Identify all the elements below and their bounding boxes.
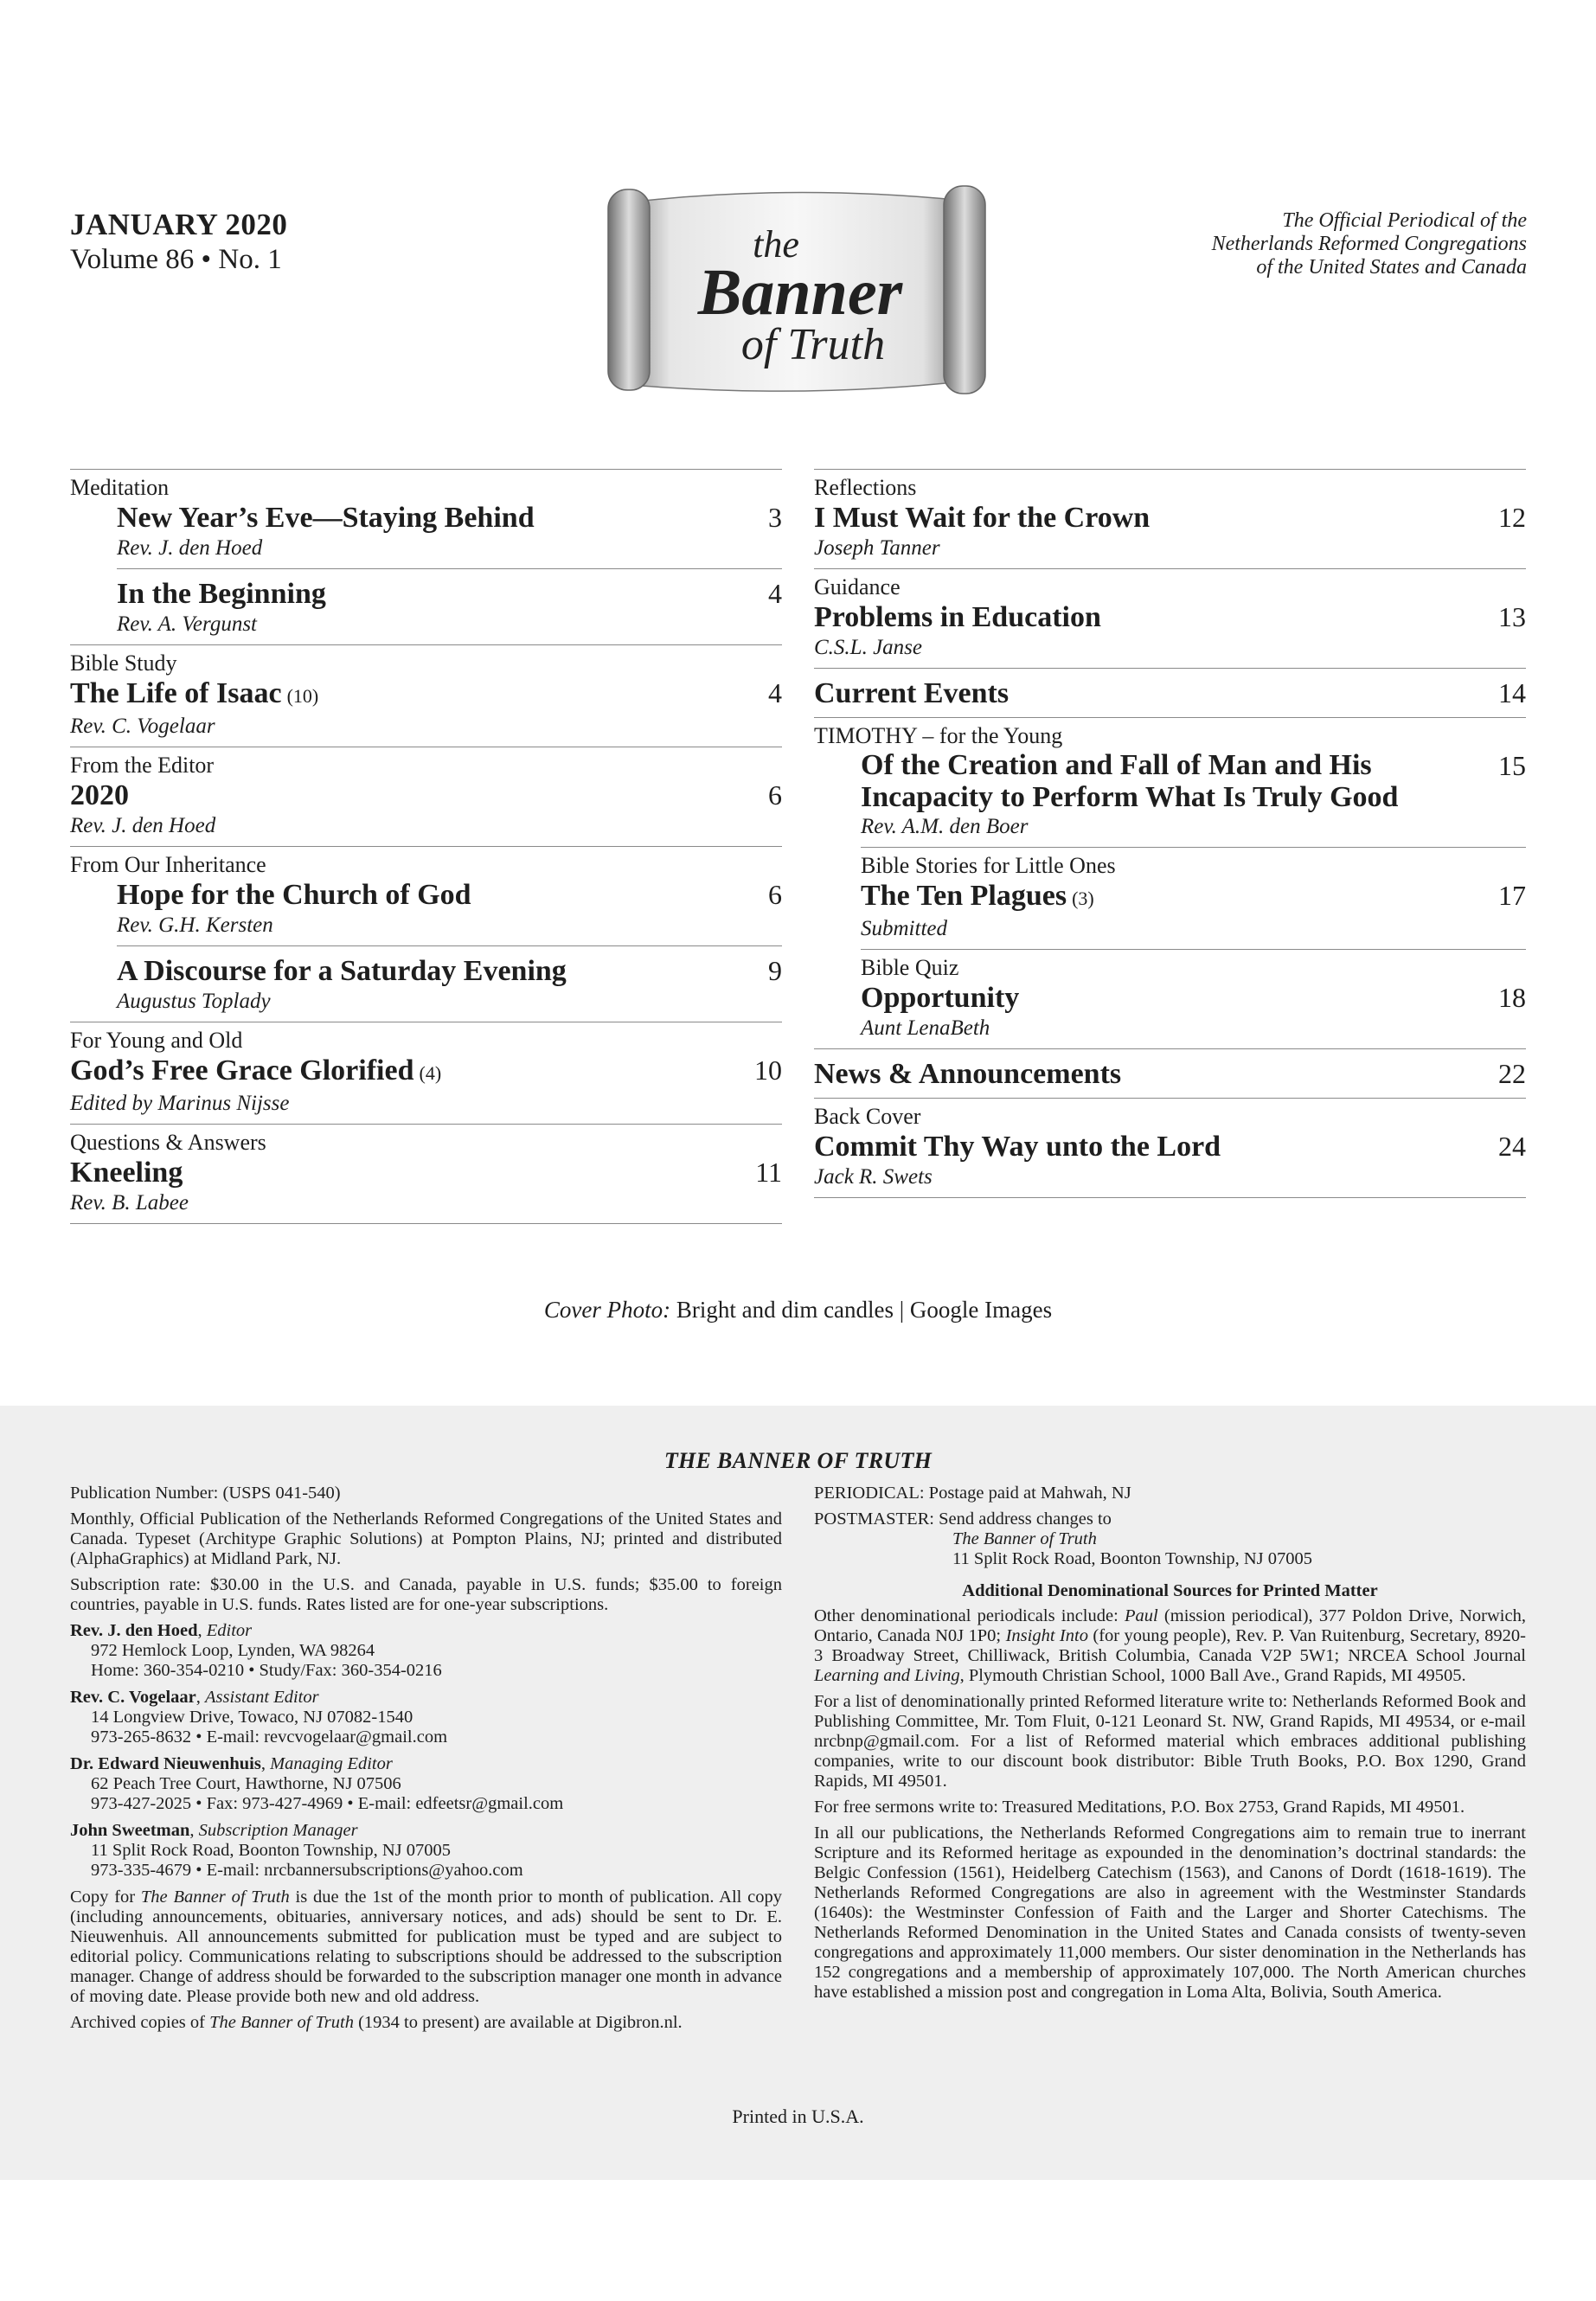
toc-part: (10) [286,685,319,707]
toc-author: Jack R. Swets [814,1165,933,1189]
toc-title: Opportunity [861,982,1020,1014]
toc-entry[interactable] [861,949,1526,1048]
contact-name: Dr. Edward Nieuwenhuis [70,1754,261,1773]
toc-title: Problems in Education [814,601,1101,633]
toc-title: The Life of Isaac [70,677,282,709]
archived-title: The Banner of Truth [209,2013,354,2032]
toc-title: Hope for the Church of God [117,879,471,911]
toc-title-line: Of the Creation and Fall of Man and His [861,749,1372,781]
masthead-right-column [814,1484,1526,2009]
publication-tagline [1077,209,1527,279]
toc-author: Rev. A. Vergunst [117,612,257,636]
toc-category: Bible Study [70,651,177,676]
toc-page: 17 [1498,880,1526,911]
toc-author: Aunt LenaBeth [861,1016,990,1040]
toc-title: The Ten Plagues [861,880,1067,912]
other-periodicals [814,1606,1526,1686]
publication-number: Publication Number: (USPS 041-540) [70,1484,341,1503]
cover-photo-label: Cover Photo: [543,1297,671,1323]
toc-entry[interactable] [814,1098,1526,1198]
tagline-line: Netherlands Reformed Congregations [1211,233,1527,255]
publication-description: Monthly, Official Publication of the Netherlands Reformed Congregations of the United States and Canada. Typeset (Architype Graphic Solutions) at Pompton Plains, NJ; printed and distributed (AlphaGraphics) at Midland Park, NJ. [70,1509,782,1568]
issue-month: JANUARY 2020 [70,208,288,241]
copy-deadline [70,1888,782,2007]
toc-page: 15 [1498,750,1526,781]
masthead-title: THE BANNER OF TRUTH [663,1448,933,1473]
toc-entry[interactable] [70,1022,782,1124]
contact-role: Subscription Manager [198,1821,358,1840]
contact-phone: 973-427-2025 • Fax: 973-427-4969 • E-mail: edfeetsr@gmail.com [91,1794,564,1813]
toc-title: In the Beginning [117,578,326,610]
toc-entry[interactable] [70,469,782,568]
masthead-left-column [70,1484,782,2039]
postmaster-block [814,1509,1526,1569]
toc-entry[interactable] [70,846,782,945]
toc-entry[interactable] [814,568,1526,668]
toc-author: Edited by Marinus Nijsse [70,1092,290,1115]
cover-photo-credit [0,1297,1596,1324]
toc-entry[interactable] [70,747,782,846]
other-title: Paul [1125,1606,1158,1625]
toc-entry[interactable] [70,1124,782,1224]
logo-banner-text: Banner [697,256,903,329]
contact-phone: 973-265-8632 • E-mail: revcvogelaar@gmail.com [91,1727,448,1747]
contact-name: Rev. C. Vogelaar [70,1688,196,1707]
toc-title-line: Incapacity to Perform What Is Truly Good [861,781,1399,813]
archived-text: Archived copies of [70,2013,210,2032]
contact-editor: Rev. J. den Hoed, Editor 972 Hemlock Loop, Lynden, WA 98264 Home: 360-354-0210 • Study/Fax: 360-354-0216 [70,1621,782,1681]
archived-copies [70,2013,782,2033]
toc-category: Bible Stories for Little Ones [861,853,1116,878]
tagline-line: The Official Periodical of the [1282,209,1527,232]
other-text: , Plymouth Christian School, 1000 Ball Ave., Grand Rapids, MI 49505. [959,1666,1466,1685]
postmaster-line: The Banner of Truth [952,1529,1097,1548]
toc-author: C.S.L. Janse [814,636,922,659]
toc-category: TIMOTHY – for the Young [814,723,1063,748]
copy-title: The Banner of Truth [140,1888,290,1907]
toc-author: Rev. C. Vogelaar [70,715,215,738]
contact-phone: Home: 360-354-0210 • Study/Fax: 360-354-0216 [91,1661,442,1680]
contact-role: Assistant Editor [205,1688,319,1707]
toc-category: Bible Quiz [861,955,959,980]
logo-the-text: the [753,223,799,266]
toc-entry[interactable] [814,1048,1526,1098]
toc-page: 4 [768,578,782,609]
toc-category: Meditation [70,475,170,500]
toc-category: From Our Inheritance [70,852,266,877]
toc-page: 14 [1498,677,1526,708]
toc-title: 2020 [70,779,129,811]
toc-page: 11 [755,1157,782,1188]
other-text: (for young people), Rev. P. Van Ruitenburg, Secretary, 8920-3 Broadway Street, Chilliwack, British Columbia, Canada V2P 5W1; NRCEA School Journal [814,1626,1526,1665]
contact-role: Managing Editor [270,1754,393,1773]
contact-address: 972 Hemlock Loop, Lynden, WA 98264 [91,1641,375,1660]
toc-title: Commit Thy Way unto the Lord [814,1131,1221,1163]
toc-category: For Young and Old [70,1028,243,1053]
cover-photo-text: Bright and dim candles | Google Images [670,1297,1053,1323]
literature-list: For a list of denominationally printed Reformed literature write to: Netherlands Reformed Book and Publishing Committee, Mr. Tom Fluit, 0-121 Leonard St. NW, Grand Rapids, MI 49534, or e-mail nrcbnp@gmail.com. For a list of Reformed material which embraces additional publishing companies, write to our discount book distributor: Bible Truth Books, P.O. Box 1290, Grand Rapids, MI 49501. [814,1692,1526,1791]
contact-address: 62 Peach Tree Court, Hawthorne, NJ 07506 [91,1774,401,1793]
toc-category: Guidance [814,574,901,599]
toc-title: God’s Free Grace Glorified [70,1054,414,1086]
periodical-postage: PERIODICAL: Postage paid at Mahwah, NJ [814,1484,1131,1503]
toc-category: From the Editor [70,753,215,778]
printed-in: Printed in U.S.A. [732,2106,864,2127]
tagline-line: of the United States and Canada [1256,256,1527,279]
contact-name: John Sweetman [70,1821,190,1840]
other-title: Learning and Living [814,1666,960,1685]
contact-address: 14 Longview Drive, Towaco, NJ 07082-1540 [91,1708,413,1727]
toc-entry[interactable] [117,945,782,1022]
contact-address: 11 Split Rock Road, Boonton Township, NJ 07005 [91,1841,451,1860]
postmaster-label: POSTMASTER: Send address changes to [814,1509,1112,1529]
contact-role: Editor [206,1621,253,1640]
toc-title: I Must Wait for the Crown [814,502,1151,534]
toc-left-column [70,469,782,1224]
toc-author: Rev. A.M. den Boer [861,815,1029,838]
toc-category: Reflections [814,475,917,500]
toc-entry[interactable] [70,644,782,747]
issue-info [70,208,287,277]
toc-page: 6 [768,879,782,910]
free-sermons: For free sermons write to: Treasured Meditations, P.O. Box 2753, Grand Rapids, MI 49501. [814,1798,1465,1817]
toc-page: 3 [768,502,782,533]
issue-volume: Volume 86 • No. 1 [70,244,282,275]
contact-phone: 973-335-4679 • E-mail: nrcbannersubscriptions@yahoo.com [91,1861,523,1880]
toc-author: Rev. B. Labee [70,1191,189,1215]
other-text: (mission periodical), 377 Poldon Drive, Norwich, Ontario, Canada N0J 1P0; [814,1606,1526,1645]
banner-of-truth-logo [601,177,992,407]
contact-assistant-editor: Rev. C. Vogelaar, Assistant Editor 14 Longview Drive, Towaco, NJ 07082-1540 973-265-8632 • E-mail: revcvogelaar@gmail.com [70,1688,782,1747]
toc-page: 9 [768,955,782,986]
toc-author: Rev. J. den Hoed [117,536,263,560]
toc-page: 4 [768,677,782,708]
other-title: Insight Into [1005,1626,1088,1645]
subscription-rate: Subscription rate: $30.00 in the U.S. and Canada, payable in U.S. funds; $35.00 to foreign countries, payable in U.S. funds. Rates listed are for one-year subscriptions. [70,1575,782,1614]
toc-author: Submitted [861,917,947,940]
logo-of-truth-text: of Truth [740,320,886,369]
toc-title: New Year’s Eve—Staying Behind [117,502,535,534]
toc-page: 18 [1498,982,1526,1013]
toc-entry[interactable] [814,668,1526,717]
archived-text: (1934 to present) are available at Digibron.nl. [353,2013,683,2032]
toc-entry[interactable] [117,568,782,644]
toc-page: 12 [1498,502,1526,533]
publications-statement: In all our publications, the Netherlands Reformed Congregations aim to remain true to inerrant Scripture and its Reformed heritage as expounded in the denomination’s doctrinal standards: the Belgic Confession (1561), Heidelberg Catechism (1563), and Canons of Dordt (1618-1619). The Netherlands Reformed Congregations are also in agreement with the Westminster Standards (1640s): the Westminster Confession of Faith and the Larger and Shorter Catechisms. The Netherlands Reformed Denomination in the United States and Canada consists of twenty-seven congregations and approximately 11,000 members. Our sister denomination in the Netherlands has 152 congregations and a membership of approximately 107,000. The North American churches have established a mission post and congregation in Loma Alta, Bolivia, South America. [814,1823,1526,2002]
toc-page: 10 [754,1054,782,1086]
toc-part: (4) [419,1062,442,1084]
toc-page: 6 [768,779,782,811]
toc-page: 22 [1498,1058,1526,1089]
toc-entry[interactable] [814,717,1526,847]
toc-title: Kneeling [70,1157,183,1189]
toc-category: Questions & Answers [70,1130,266,1155]
toc-author: Rev. G.H. Kersten [117,913,273,937]
other-text: Other denominational periodicals include: [814,1606,1125,1625]
contact-name: Rev. J. den Hoed [70,1621,198,1640]
contact-subscription-manager: John Sweetman, Subscription Manager 11 Split Rock Road, Boonton Township, NJ 07005 973-335-4679 • E-mail: nrcbannersubscriptions@yahoo.com [70,1821,782,1881]
toc-part: (3) [1072,888,1094,909]
toc-title: Current Events [814,677,1010,709]
postmaster-line: 11 Split Rock Road, Boonton Township, NJ 07005 [952,1549,1312,1568]
toc-author: Rev. J. den Hoed [70,814,216,837]
additional-sources-heading: Additional Denominational Sources for Printed Matter [962,1581,1378,1600]
contact-managing-editor: Dr. Edward Nieuwenhuis, Managing Editor 62 Peach Tree Court, Hawthorne, NJ 07506 973-427-2025 • Fax: 973-427-4969 • E-mail: edfeetsr@gmail.com [70,1754,782,1814]
toc-page: 24 [1498,1131,1526,1162]
toc-title: News & Announcements [814,1058,1122,1090]
toc-entry[interactable] [814,469,1526,568]
toc-title: A Discourse for a Saturday Evening [117,955,567,987]
toc-right-column [814,469,1526,1198]
toc-entry[interactable] [861,847,1526,949]
toc-author: Augustus Toplady [117,990,271,1013]
toc-category: Back Cover [814,1104,921,1129]
copy-text: Copy for [70,1888,141,1907]
toc-author: Joseph Tanner [814,536,940,560]
toc-page: 13 [1498,601,1526,632]
copy-text: is due the 1st of the month prior to month of publication. All copy (including announcements, obituaries, anniversary notices, and ads) should be sent to Dr. E. Nieuwenhuis. All announcements submitted for publication must be typed and are subject to editorial policy. Communications relating to subscriptions should be addressed to the subscription manager. Change of address should be forwarded to the subscription manager one month in advance of moving date. Please provide both new and old address. [70,1888,782,2006]
